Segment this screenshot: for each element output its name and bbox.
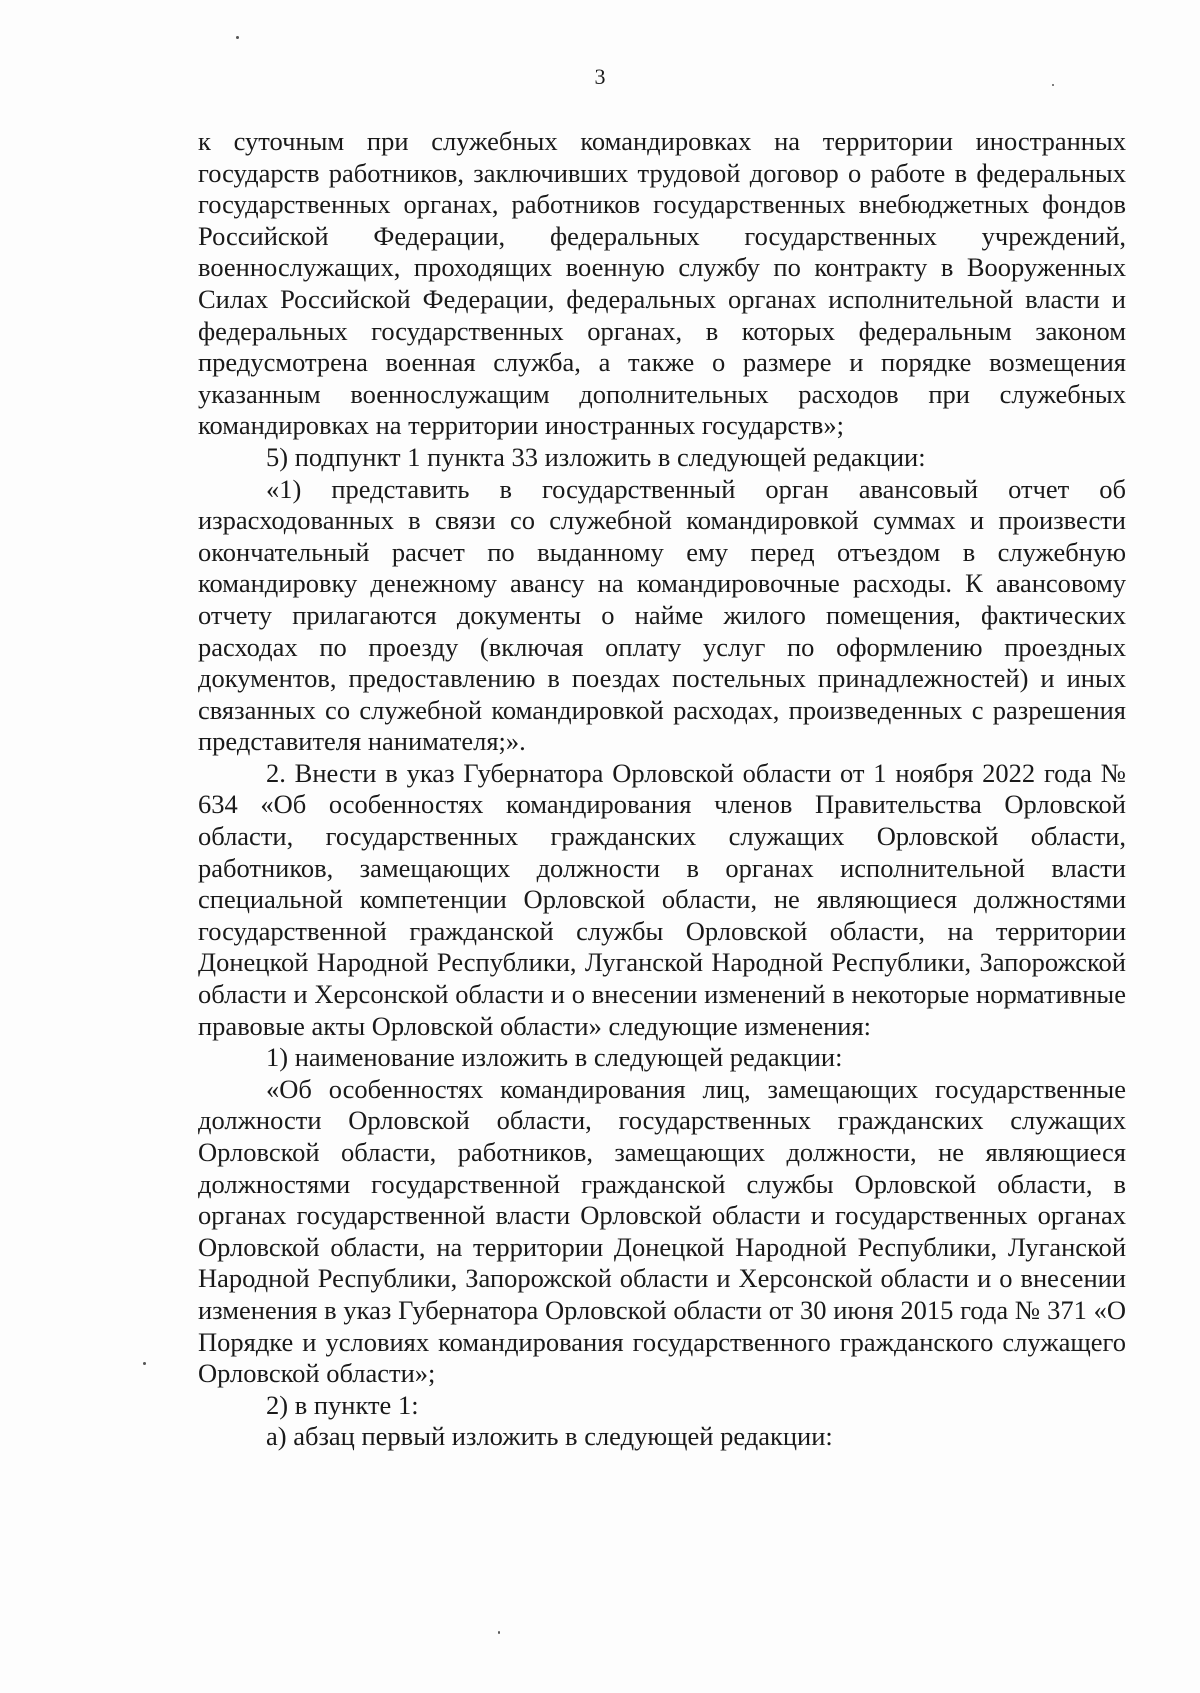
scan-speck [498, 1631, 500, 1634]
paragraph-quoted-item-1: «1) представить в государственный орган авансовый отчет об израсходованных в связи со служебной командировкой суммах и произвести окончательный расчет по выданному ему перед отъездом в служебную командировку денежному авансу на командировочные расходы. К авансовому отчету прилагаются документы о найме жилого помещения, фактических расходах по проезду (включая оплату услуг по оформлению проездных документов, предоставлению в поездах постельных принадлежностей) и иных связанных со служебной командировкой расходах, произведенных с разрешения представителя нанимателя;». [198, 473, 1126, 757]
page-number: 3 [594, 64, 606, 89]
paragraph-continuation: к суточным при служебных командировках на территории иностранных государств работников, заключивших трудовой договор о работе в федеральных государственных органах, работников государственных внебюджетных фондов Российской Федерации, федеральных государственных учреждений, военнослужащих, проходящих военную службу по контракту в Вооруженных Силах Российской Федерации, федеральных органах исполнительной власти и федеральных государственных органах, в которых федеральным законом предусмотрена военная служба, а также о размере и порядке возмещения указанным военнослужащим дополнительных расходов при служебных командировках на территории иностранных государств»; [198, 126, 1126, 441]
document-body [198, 126, 1126, 1453]
paragraph-item-5: 5) подпункт 1 пункта 33 изложить в следующей редакции: [266, 441, 926, 472]
paragraph-item-2: 2) в пункте 1: [266, 1389, 419, 1420]
paragraph-subitem-a: а) абзац первый изложить в следующей редакции: [266, 1421, 833, 1452]
scan-speck [1052, 84, 1054, 86]
paragraph-section-2: 2. Внести в указ Губернатора Орловской области от 1 ноября 2022 года № 634 «Об особенностях командирования членов Правительства Орловской области, государственных гражданских служащих Орловской области, работников, замещающих должности в органах исполнительной власти специальной компетенции Орловской области, не являющиеся должностями государственной гражданской службы Орловской области, на территории Донецкой Народной Республики, Луганской Народной Республики, Запорожской области и Херсонской области и о внесении изменений в некоторые нормативные правовые акты Орловской области» следующие изменения: [198, 757, 1126, 1041]
paragraph-quoted-title: «Об особенностях командирования лиц, замещающих государственные должности Орловской области, государственных гражданских служащих Орловской области, работников, замещающих должности, не являющиеся должностями государственной гражданской службы Орловской области, в органах государственной власти Орловской области и государственных органах Орловской области, на территории Донецкой Народной Республики, Луганской Народной Республики, Запорожской области и Херсонской области и о внесении изменения в указ Губернатора Орловской области от 30 июня 2015 года № 371 «О Порядке и условиях командирования государственного гражданского служащего Орловской области»; [198, 1073, 1126, 1389]
scan-speck [143, 1362, 146, 1365]
scan-speck [236, 36, 239, 39]
paragraph-item-1: 1) наименование изложить в следующей редакции: [266, 1042, 843, 1073]
